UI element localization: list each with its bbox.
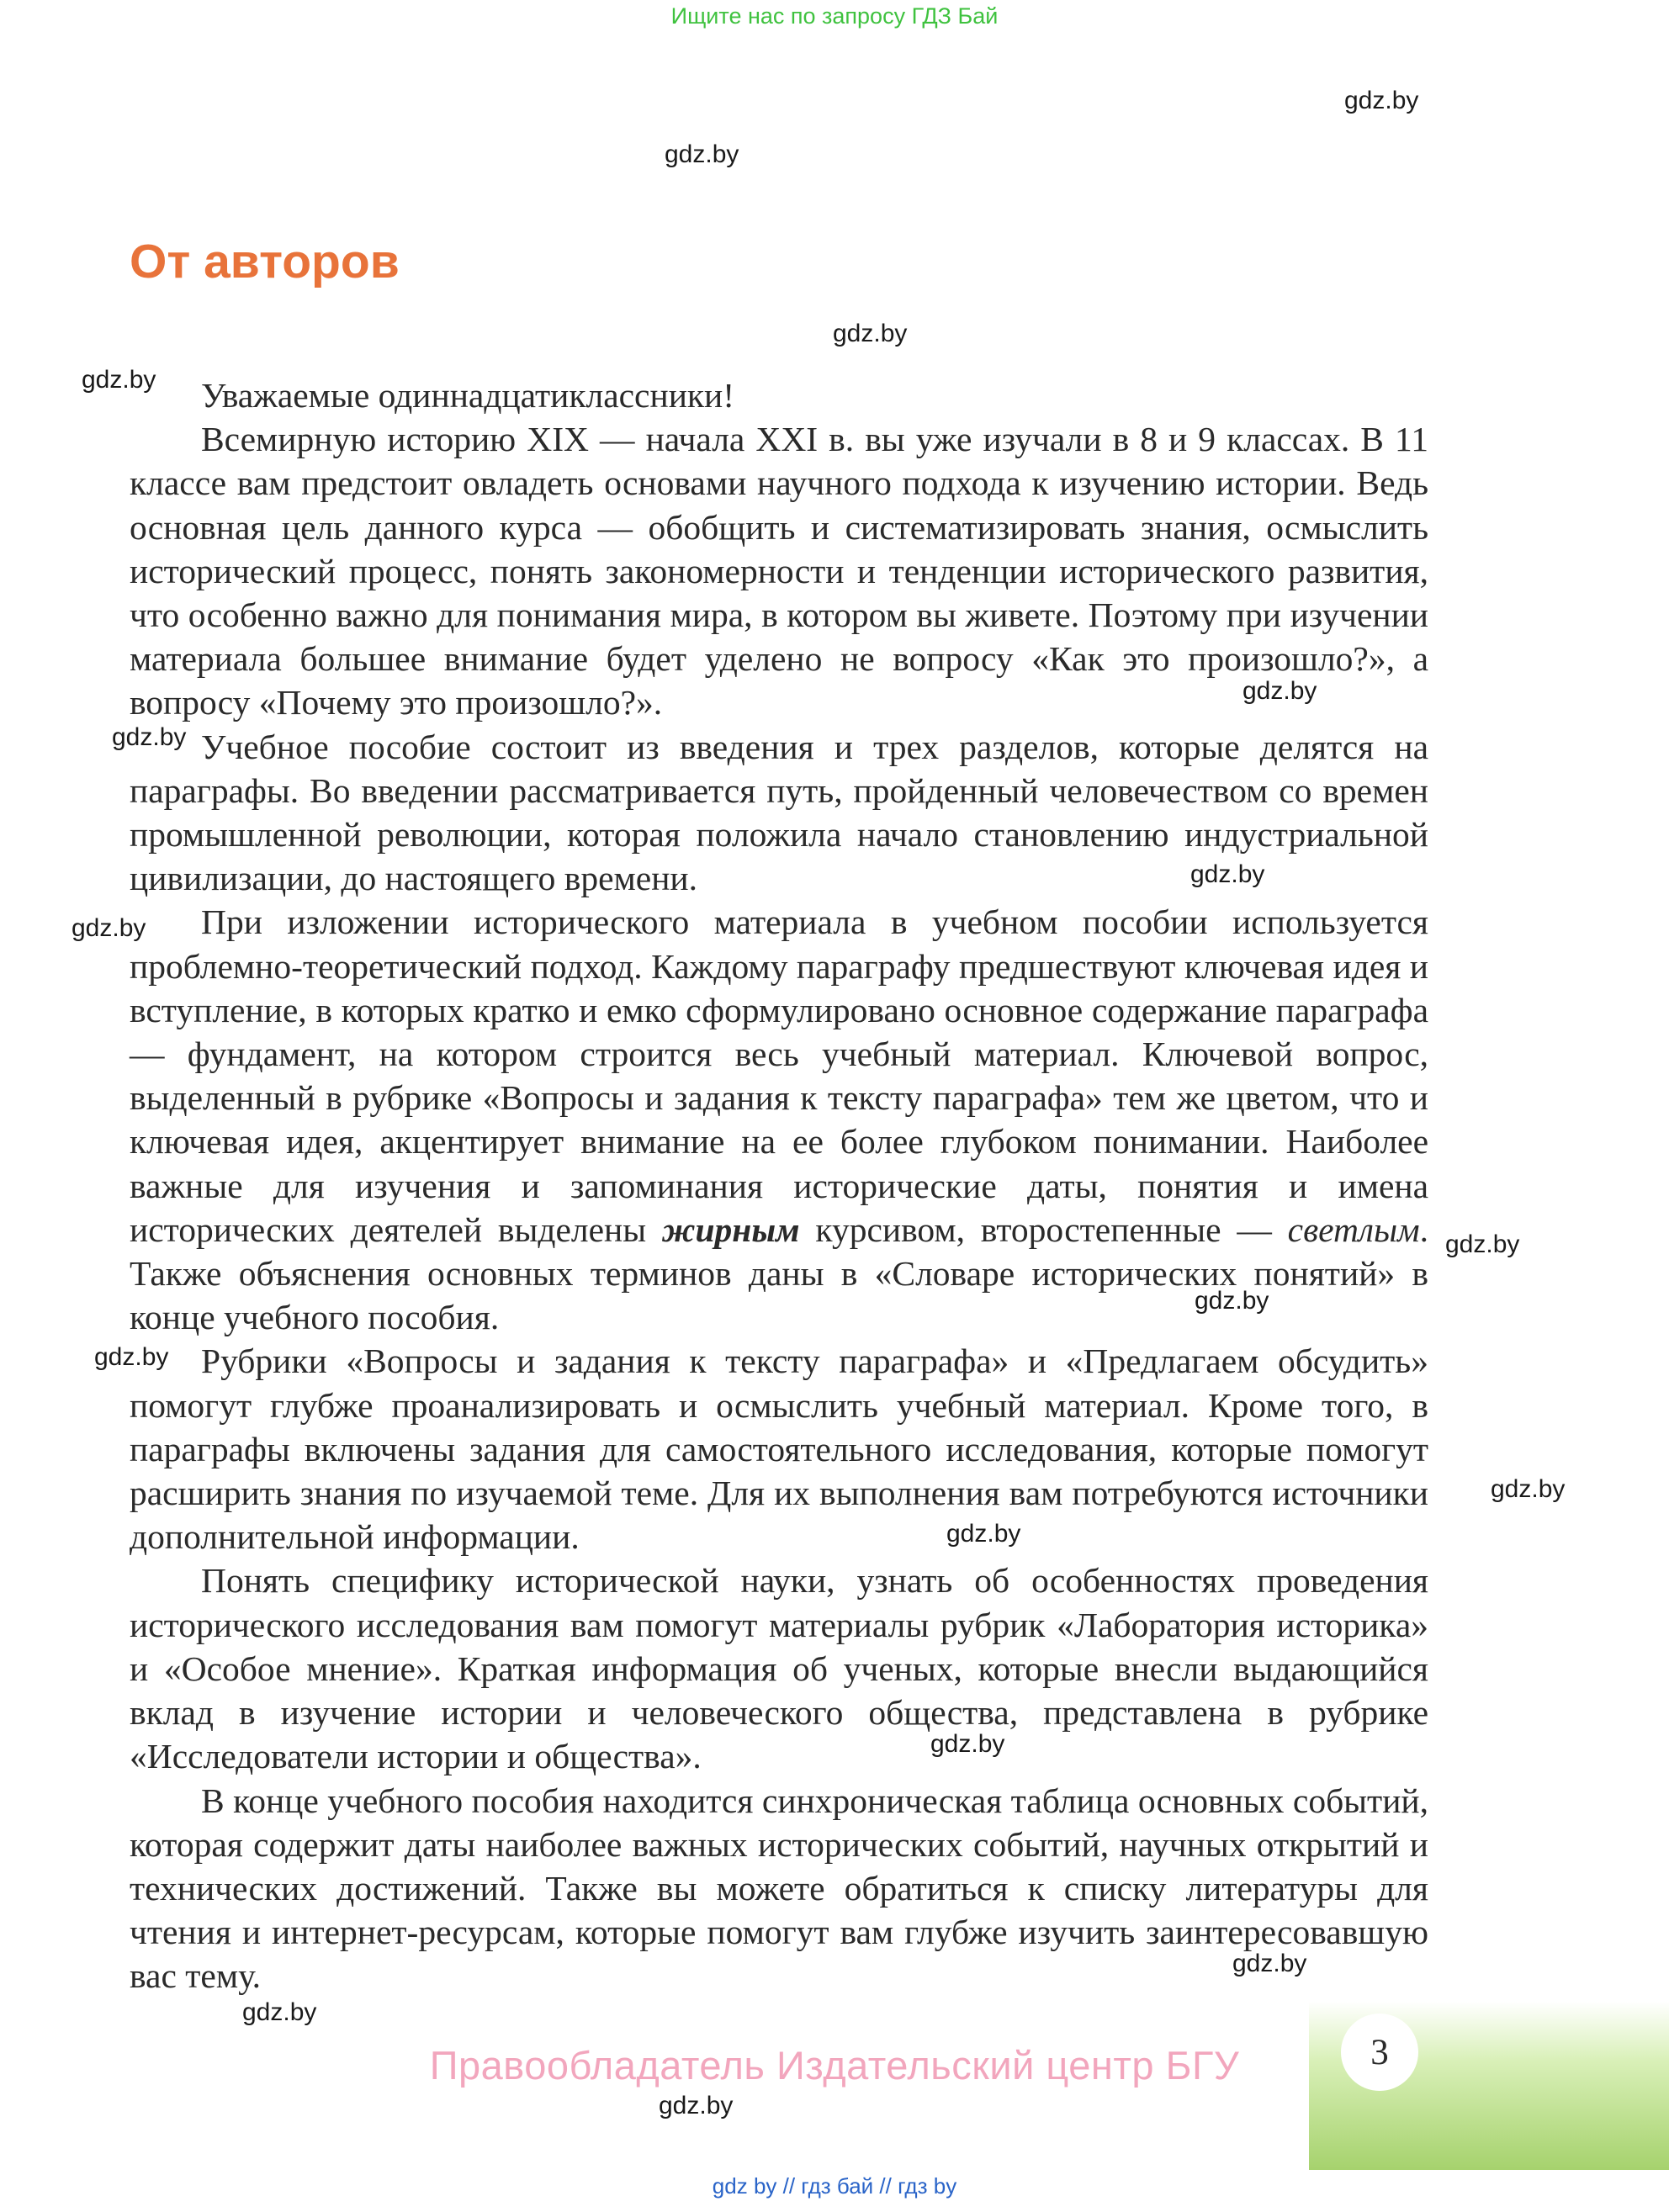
watermark: gdz.by xyxy=(659,2092,734,2119)
watermark: gdz.by xyxy=(1242,677,1317,705)
bold-italic-term: жирным xyxy=(661,1209,800,1249)
watermark: gdz.by xyxy=(82,366,156,394)
watermark: gdz.by xyxy=(1445,1230,1520,1258)
page-number: 3 xyxy=(1341,2014,1418,2091)
article-body xyxy=(130,373,1428,1998)
watermark: gdz.by xyxy=(665,140,739,168)
paragraph: Понять специфику исторической науки, узнать об особенностях проведения исторического исследования вам помогут материалы рубрик «Лаборатория историка» и «Особое мнение». Краткая информация об ученых, которые внесли выдающийся вклад в изучение истории и человеческого общества, представлена в рубрике «Исследователи истории и общества». xyxy=(130,1561,1428,1776)
copyright-notice: Правообладатель Издательский центр БГУ xyxy=(429,2043,1240,2088)
paragraph-text: . Также объяснения основных терминов даны в «Словаре исторических понятий» в конце учебного пособия. xyxy=(130,1209,1428,1337)
watermark: gdz.by xyxy=(1232,1950,1307,1977)
paragraph: Учебное пособие состоит из введения и трех разделов, которые делятся на параграфы. Во введении рассматривается путь, пройденный человечеством со времен промышленной революции, которая положила начало становлению индустриальной цивилизации, до настоящего времени. xyxy=(130,727,1428,898)
paragraph: Рубрики «Вопросы и задания к тексту параграфа» и «Предлагаем обсудить» помогут глубже проанализировать и осмыслить учебный материал. Кроме того, в параграфы включены задания для самостоятельного исследования, которые помогут расширить знания по изучаемой теме. Для их выполнения вам потребуются источники дополнительной информации. xyxy=(130,1341,1428,1557)
paragraph-text: При изложении исторического материала в учебном пособии используется проблемно-теоретический подход. Каждому параграфу предшествуют ключевая идея и вступление, в которых кратко и емко сформулировано основное содержание параграфа — фундамент, на котором строится весь учебный материал. Ключевой вопрос, выделенный в рубрике «Вопросы и задания к тексту параграфа» тем же цветом, что и ключевая идея, акцентирует внимание на ее более глубоком понимании. Наиболее важные для изучения и запоминания исторические даты, понятия и имена исторических деятелей выделены xyxy=(130,902,1428,1249)
watermark: gdz.by xyxy=(1190,860,1265,888)
watermark: gdz.by xyxy=(242,1998,317,2026)
watermark: gdz.by xyxy=(1491,1475,1566,1503)
watermark: gdz.by xyxy=(112,723,187,751)
paragraph-text: курсивом, второстепенные — xyxy=(799,1209,1288,1249)
watermark: gdz.by xyxy=(94,1343,169,1371)
watermark: gdz.by xyxy=(946,1520,1021,1548)
top-banner: Ищите нас по запросу ГДЗ Бай xyxy=(670,3,999,29)
watermark: gdz.by xyxy=(1344,87,1419,114)
watermark: gdz.by xyxy=(833,320,908,347)
watermark: gdz.by xyxy=(930,1730,1005,1758)
greeting-paragraph: Уважаемые одиннадцатиклассники! xyxy=(201,376,735,415)
watermark: gdz.by xyxy=(72,914,146,942)
page-title: От авторов xyxy=(130,235,400,288)
light-italic-term: светлым xyxy=(1287,1209,1420,1249)
paragraph: Всемирную историю XIX — начала XXI в. вы уже изучали в 8 и 9 классах. В 11 классе вам предстоит овладеть основами научного подхода к изучению истории. Ведь основная цель данного курса — обобщить и систематизировать знания, осмыслить исторический процесс, понять закономерности и тенденции исторического развития, что особенно важно для понимания мира, в котором вы живете. Поэтому при изучении материала большее внимание будет уделено не вопросу «Как это произошло?», а вопросу «Почему это произошло?». xyxy=(130,420,1428,722)
watermark: gdz.by xyxy=(1195,1287,1269,1315)
paragraph xyxy=(130,900,1428,1339)
footer-links[interactable]: gdz by // гдз бай // гдз by xyxy=(712,2173,957,2199)
paragraph: В конце учебного пособия находится синхроническая таблица основных событий, которая содержит даты наиболее важных исторических событий, научных открытий и технических достижений. Также вы можете обратиться к списку литературы для чтения и интернет-ресурсам, которые помогут вам глубже изучить заинтересовавшую вас тему. xyxy=(130,1781,1428,1996)
